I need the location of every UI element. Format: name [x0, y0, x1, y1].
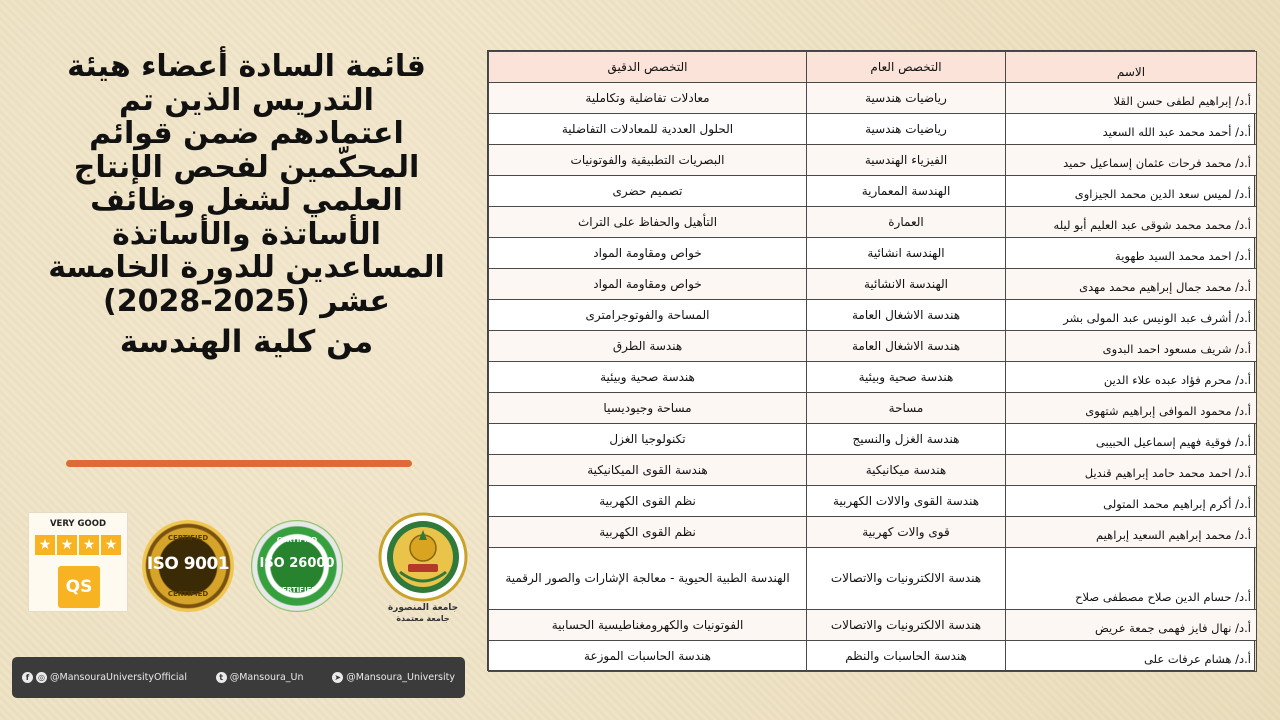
- table-row: [489, 362, 1257, 393]
- title-line: العلمي لشغل وظائف: [90, 183, 403, 218]
- iso-9001-bottom-text: CERTIFIED: [167, 590, 209, 598]
- title-line: عشر (2025-2028): [102, 283, 390, 319]
- cell-general-specialization: رياضيات هندسية: [807, 114, 1006, 145]
- cell-specific-specialization: هندسة الطرق: [489, 331, 807, 362]
- cell-name: أ.د/ احمد محمد السيد طهوية: [1006, 238, 1257, 269]
- cell-specific-specialization: تكنولوجيا الغزل: [489, 424, 807, 455]
- page-title: [14, 50, 479, 318]
- cell-specific-specialization: معادلات تفاضلية وتكاملية: [489, 83, 807, 114]
- cell-specific-specialization: التأهيل والحفاظ على التراث: [489, 207, 807, 238]
- cell-name: أ.د/ حسام الدين صلاح مصطفى صلاح: [1006, 548, 1257, 610]
- table-row: [489, 610, 1257, 641]
- table-row: [489, 83, 1257, 114]
- cell-name: أ.د/ إبراهيم لطفى حسن القلا: [1006, 83, 1257, 114]
- table-row: [489, 486, 1257, 517]
- table-row: [489, 331, 1257, 362]
- header-specific-specialization: التخصص الدقيق: [489, 52, 807, 83]
- twitter-icon: t: [216, 672, 227, 683]
- faculty-table-container: [487, 50, 1255, 671]
- social-handle: @MansouraUniversityOfficial: [50, 672, 187, 683]
- cell-specific-specialization: هندسة القوى الميكانيكية: [489, 455, 807, 486]
- table-body: [489, 83, 1257, 672]
- cell-general-specialization: هندسة الاشغال العامة: [807, 331, 1006, 362]
- cell-name: أ.د/ محمد إبراهيم السعيد إبراهيم: [1006, 517, 1257, 548]
- university-accredited-text: جامعة معتمدة: [396, 614, 450, 623]
- instagram-icon: ◎: [36, 672, 47, 683]
- cell-specific-specialization: خواص ومقاومة المواد: [489, 238, 807, 269]
- cell-name: أ.د/ أكرم إبراهيم محمد المتولى: [1006, 486, 1257, 517]
- cell-name: أ.د/ محمود الموافى إبراهيم شتهوى: [1006, 393, 1257, 424]
- cell-specific-specialization: الحلول العددية للمعادلات التفاضلية: [489, 114, 807, 145]
- table-row: [489, 238, 1257, 269]
- cell-specific-specialization: نظم القوى الكهربية: [489, 486, 807, 517]
- cell-name: أ.د/ فوقية فهيم إسماعيل الحبيبى: [1006, 424, 1257, 455]
- university-emblem-icon: [378, 512, 468, 624]
- iso-26000-top-text: CERTIFIED: [276, 536, 318, 544]
- social-handle: @Mansoura_Un: [229, 672, 304, 683]
- cell-specific-specialization: هندسة صحية وبيئية: [489, 362, 807, 393]
- table-row: [489, 424, 1257, 455]
- cell-general-specialization: هندسة الالكترونيات والاتصالات: [807, 610, 1006, 641]
- cell-specific-specialization: خواص ومقاومة المواد: [489, 269, 807, 300]
- cell-general-specialization: مساحة: [807, 393, 1006, 424]
- cell-general-specialization: الهندسة الانشائية: [807, 269, 1006, 300]
- title-line: المساعدين للدورة الخامسة: [48, 250, 445, 285]
- table-row: [489, 455, 1257, 486]
- social-media-bar: [12, 657, 465, 698]
- faculty-table: [488, 51, 1257, 672]
- facebook-icon: f: [22, 672, 33, 683]
- cell-name: أ.د/ هشام عرفات على: [1006, 641, 1257, 672]
- star-icon: ★: [57, 535, 77, 555]
- qs-rating-label: VERY GOOD: [49, 519, 107, 529]
- social-twitter[interactable]: [216, 672, 304, 683]
- table-row: [489, 517, 1257, 548]
- qs-rating-badge: [28, 512, 128, 612]
- title-underline: [66, 460, 412, 467]
- star-icon: ★: [79, 535, 99, 555]
- table-row: [489, 145, 1257, 176]
- university-name-text: جامعة المنصورة: [387, 603, 459, 613]
- iso-26000-main-text: ISO 26000: [259, 556, 335, 571]
- iso-9001-top-text: CERTIFIED: [167, 534, 209, 542]
- title-line: الأساتذة والأساتذة: [112, 216, 381, 252]
- cell-specific-specialization: الفوتونيات والكهرومغناطيسية الحسابية: [489, 610, 807, 641]
- title-line: المحكّمين لفحص الإنتاج: [73, 149, 420, 185]
- mansoura-university-logo: [378, 512, 468, 624]
- title-block: [14, 50, 479, 362]
- cell-general-specialization: الهندسة المعمارية: [807, 176, 1006, 207]
- iso-26000-seal-icon: [251, 520, 343, 612]
- cell-name: أ.د/ محمد جمال إبراهيم محمد مهدى: [1006, 269, 1257, 300]
- table-row: [489, 176, 1257, 207]
- social-telegram[interactable]: [332, 672, 455, 683]
- cell-specific-specialization: الهندسة الطبية الحيوية - معالجة الإشارات والصور الرقمية: [489, 548, 807, 610]
- cell-name: أ.د/ أشرف عبد الونيس عبد المولى بشر: [1006, 300, 1257, 331]
- header-general-specialization: التخصص العام: [807, 52, 1006, 83]
- title-line: قائمة السادة أعضاء هيئة: [67, 49, 426, 84]
- cell-general-specialization: رياضيات هندسية: [807, 83, 1006, 114]
- table-row: [489, 300, 1257, 331]
- cell-general-specialization: قوى والات كهربية: [807, 517, 1006, 548]
- table-row: [489, 114, 1257, 145]
- cell-specific-specialization: مساحة وجيوديسيا: [489, 393, 807, 424]
- cell-name: أ.د/ احمد محمد حامد إبراهيم قنديل: [1006, 455, 1257, 486]
- cell-name: أ.د/ محمد فرحات عثمان إسماعيل حميد: [1006, 145, 1257, 176]
- cell-name: أ.د/ شريف مسعود احمد البدوى: [1006, 331, 1257, 362]
- cell-general-specialization: هندسة الالكترونيات والاتصالات: [807, 548, 1006, 610]
- cell-specific-specialization: البصريات التطبيقية والفوتونيات: [489, 145, 807, 176]
- cell-general-specialization: هندسة صحية وبيئية: [807, 362, 1006, 393]
- star-icon: ★: [35, 535, 55, 555]
- table-row: [489, 269, 1257, 300]
- table-row: [489, 207, 1257, 238]
- cell-name: أ.د/ لميس سعد الدين محمد الجيزاوى: [1006, 176, 1257, 207]
- cell-specific-specialization: المساحة والفوتوجرامترى: [489, 300, 807, 331]
- cell-specific-specialization: نظم القوى الكهربية: [489, 517, 807, 548]
- qs-logo-icon: QS: [58, 566, 100, 608]
- title-line: اعتمادهم ضمن قوائم: [89, 116, 404, 151]
- iso-9001-main-text: ISO 9001: [146, 554, 230, 574]
- cell-general-specialization: العمارة: [807, 207, 1006, 238]
- cell-specific-specialization: تصميم حضرى: [489, 176, 807, 207]
- table-row: [489, 548, 1257, 610]
- cell-name: أ.د/ نهال فايز فهمى جمعة عريض: [1006, 610, 1257, 641]
- header-name: الاسم: [1006, 52, 1257, 83]
- table-row: [489, 393, 1257, 424]
- cell-specific-specialization: هندسة الحاسبات الموزعة: [489, 641, 807, 672]
- iso-26000-bottom-text: CERTIFIED: [276, 586, 318, 594]
- cell-general-specialization: هندسة القوى والالات الكهربية: [807, 486, 1006, 517]
- cell-general-specialization: هندسة الاشغال العامة: [807, 300, 1006, 331]
- cell-general-specialization: هندسة الحاسبات والنظم: [807, 641, 1006, 672]
- qs-stars: [35, 535, 121, 555]
- title-line: التدريس الذين تم: [119, 82, 374, 118]
- cell-general-specialization: الفيزياء الهندسية: [807, 145, 1006, 176]
- social-facebook-instagram[interactable]: [22, 672, 187, 683]
- cell-name: أ.د/ أحمد محمد عبد الله السعيد: [1006, 114, 1257, 145]
- table-row: [489, 641, 1257, 672]
- iso-9001-seal-icon: [142, 520, 234, 612]
- cell-general-specialization: الهندسة انشائية: [807, 238, 1006, 269]
- cell-name: أ.د/ محرم فؤاد عبده علاء الدين: [1006, 362, 1257, 393]
- cell-general-specialization: هندسة الغزل والنسيج: [807, 424, 1006, 455]
- telegram-icon: ➤: [332, 672, 343, 683]
- social-handle: @Mansoura_University: [346, 672, 455, 683]
- cell-general-specialization: هندسة ميكانيكية: [807, 455, 1006, 486]
- cell-name: أ.د/ محمد محمد شوقى عبد العليم أبو ليله: [1006, 207, 1257, 238]
- page-subtitle: من كلية الهندسة: [119, 324, 374, 360]
- star-icon: ★: [101, 535, 121, 555]
